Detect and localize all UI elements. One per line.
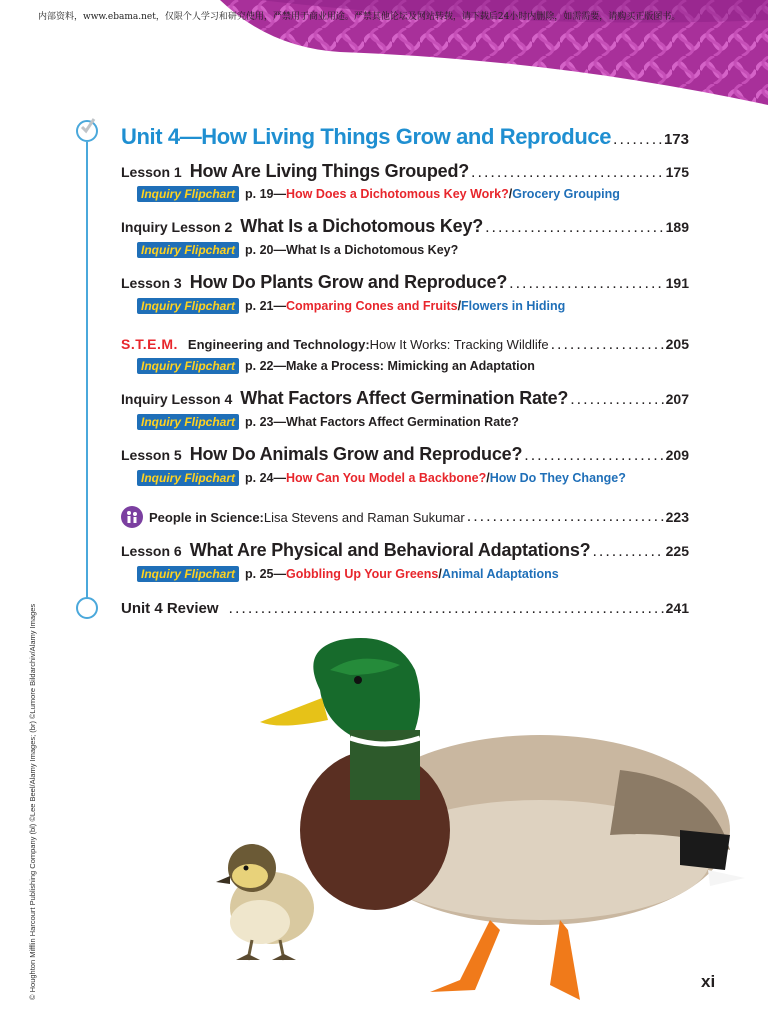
leader-dots [570,391,663,409]
flipchart-page-ref: p. 22—Make a Process: Mimicking an Adaptation [245,359,535,373]
flipchart-page-ref: p. 24— [245,471,287,485]
activity-link[interactable]: How Can You Model a Backbone? [286,471,487,485]
review-title: Unit 4 Review [121,600,219,617]
separator: / [438,567,442,581]
feature-title: Lisa Stevens and Raman Sukumar [263,509,465,525]
inquiry-flipchart-badge: Inquiry Flipchart [137,470,239,486]
lesson-6-entry[interactable] [121,540,689,561]
leader-dots [551,336,664,354]
inquiry-flipchart-badge: Inquiry Flipchart [137,186,239,202]
feature-page: 223 [665,509,689,525]
flipchart-page-ref: p. 21— [245,299,287,313]
activity-link[interactable]: Comparing Cones and Fruits [286,299,458,313]
lesson-title: What Is a Dichotomous Key? [240,216,484,236]
leader-dots [613,131,662,149]
lesson-label: Lesson 1 [121,164,182,180]
people-in-science-icon [121,506,143,528]
lesson-4-entry[interactable] [121,388,689,409]
photo-credit: © Houghton Mifflin Harcourt Publishing Company (bl) ©Lee Beel/Alamy Images; (br) ©Lumore Bildarchiv/Alamy Images [28,603,37,1000]
lesson-3-entry[interactable] [121,272,689,293]
lesson-label: Inquiry Lesson 2 [121,219,233,235]
inquiry-flipchart-badge: Inquiry Flipchart [137,414,239,430]
lesson-page: 191 [665,275,689,291]
feature-label: People in Science: [149,509,264,525]
leader-dots [592,543,663,561]
leader-dots [471,164,664,182]
lesson-title: How Do Plants Grow and Reproduce? [189,272,508,292]
flipchart-page-ref: p. 19— [245,187,287,201]
lesson-1-entry[interactable] [121,161,689,182]
activity-link[interactable]: How Does a Dichotomous Key Work? [286,187,509,201]
lesson-label: Lesson 3 [121,275,182,291]
timeline-end-node [76,597,98,619]
separator: / [457,299,462,313]
lesson-5-entry[interactable] [121,444,689,465]
lesson-page: 189 [665,219,689,235]
separator: / [486,471,490,485]
separator: / [508,187,513,201]
leader-dots [509,275,664,293]
timeline-line [86,142,88,604]
unit-title: Unit 4—How Living Things Grow and Reproduce [121,124,612,149]
lesson-label: Lesson 5 [121,447,182,463]
leader-dots [485,219,664,237]
feature-page: 205 [665,336,689,352]
stem-logo: S.T.E.M. [121,336,178,352]
lesson-page: 209 [665,447,689,463]
lesson-title: What Factors Affect Germination Rate? [240,388,569,408]
flipchart-ref-5[interactable] [137,470,626,486]
lesson-page: 175 [665,164,689,180]
activity-link[interactable]: Grocery Grouping [512,187,620,201]
feature-title: How It Works: Tracking Wildlife [369,337,549,352]
unit-heading[interactable] [121,124,689,150]
unit-review-entry[interactable] [121,600,689,618]
checkmark-icon [76,120,98,142]
flipchart-ref-2[interactable] [137,242,458,258]
leader-dots [467,508,664,526]
leader-dots [524,447,663,465]
activity-link[interactable]: How Do They Change? [489,471,626,485]
inquiry-flipchart-badge: Inquiry Flipchart [137,566,239,582]
review-page: 241 [665,600,689,616]
flipchart-ref-stem[interactable] [137,358,535,374]
lesson-title: How Do Animals Grow and Reproduce? [189,444,523,464]
activity-link[interactable]: Gobbling Up Your Greens [286,567,439,581]
flipchart-ref-4[interactable] [137,414,519,430]
flipchart-ref-6[interactable] [137,566,559,582]
lesson-label: Inquiry Lesson 4 [121,391,233,407]
lesson-label: Lesson 6 [121,543,182,559]
lesson-page: 225 [665,543,689,559]
leader-dots [229,600,664,618]
lesson-2-entry[interactable] [121,216,689,237]
flipchart-ref-1[interactable] [137,186,620,202]
unit-page: 173 [663,131,689,148]
flipchart-page-ref: p. 25— [245,567,287,581]
mallard-icon [260,638,745,1000]
page-number: xi [701,972,716,991]
flipchart-page-ref: p. 20—What Is a Dichotomous Key? [245,243,459,257]
flipchart-ref-3[interactable] [137,298,565,314]
inquiry-flipchart-badge: Inquiry Flipchart [137,298,239,314]
inquiry-flipchart-badge: Inquiry Flipchart [137,358,239,374]
duckling-icon [216,844,314,960]
stem-entry[interactable] [121,336,689,354]
activity-link[interactable]: Animal Adaptations [441,567,559,581]
watermark-text: 内部资料，www.ebama.net，仅限个人学习和研究使用，严禁用于商业用途。严禁其他论坛及网站转载，请下载后24小时内删除，如需需要，请购买正版图书。 [38,12,681,22]
mallard-duck-and-duckling-image [210,630,750,1010]
people-in-science-entry[interactable] [121,506,689,528]
feature-label: Engineering and Technology: [187,337,370,352]
lesson-title: What Are Physical and Behavioral Adaptations? [189,540,591,560]
lesson-title: How Are Living Things Grouped? [189,161,470,181]
lesson-page: 207 [665,391,689,407]
inquiry-flipchart-badge: Inquiry Flipchart [137,242,239,258]
activity-link[interactable]: Flowers in Hiding [461,299,566,313]
flipchart-page-ref: p. 23—What Factors Affect Germination Rate? [245,415,519,429]
